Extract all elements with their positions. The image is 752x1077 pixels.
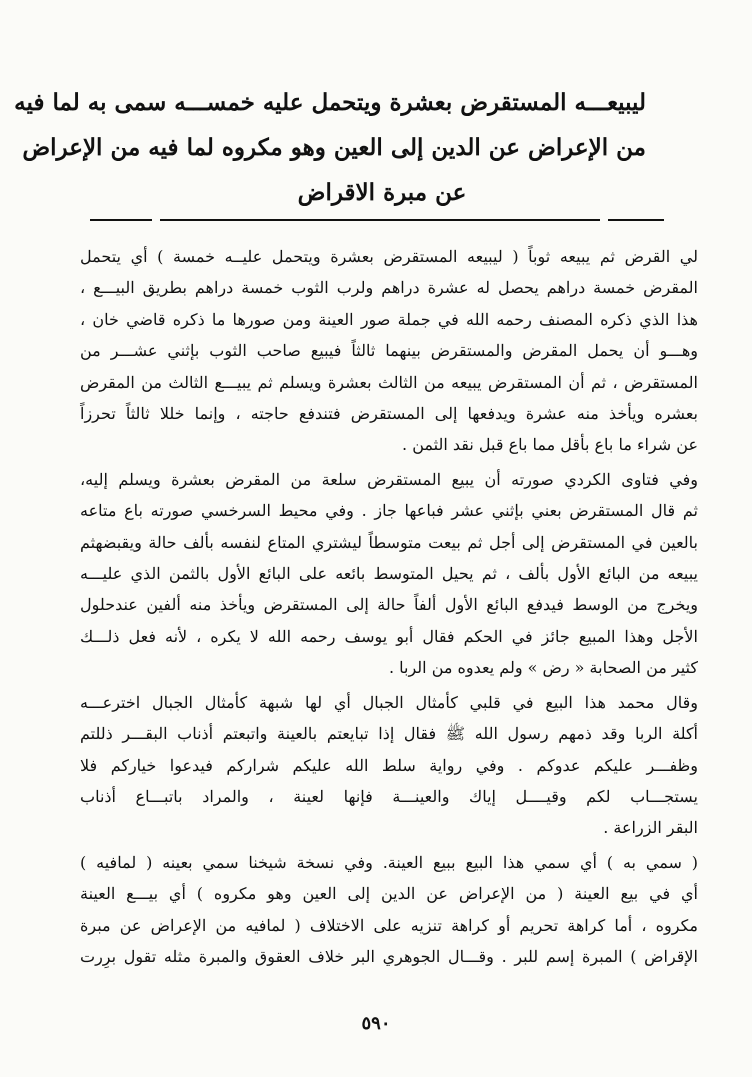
commentary-line: البقر الزراعة . xyxy=(603,818,698,838)
matn-text-block xyxy=(14,80,646,215)
commentary-line: ( سمي به ) أي سمي هذا البيع ببيع العينة. وفي نسخة شيخنا سمي بعينه ( لمافيه ) xyxy=(80,852,699,872)
matn-line: من الإعراض عن الدين إلى العين وهو مكروه لما فيه من الإعراض xyxy=(22,134,646,161)
commentary-line: بالعين في المستقرض إلى أجل ثم بيعت متوسطاً ليشتري المتاع لنفسه بألف حالة ويقبضهثم xyxy=(80,532,698,552)
commentary-line: يبيعه من البائع الأول بألف ، ثم يحيل المتوسط بائعه على البائع الأول بالثمن الذي عليـــه xyxy=(80,564,698,584)
commentary-line: وقال محمد هذا البيع في قلبي كأمثال الجبال أي لها شبهة كأمثال الجبال اخترعـــه xyxy=(80,692,698,712)
commentary-line: وظفـــر عليكم عدوكم . وفي رواية سلط الله عليكم شراركم فيدعوا خياركم فلا xyxy=(80,755,698,775)
commentary-line: ويخرج من الوسط فيدفع البائع الأول ألفاً حالة إلى المستقرض ويأخذ منه ألفين عندحلول xyxy=(80,595,699,615)
separator-rule-left xyxy=(90,219,152,221)
commentary-line: أكلة الربا وقد ذمهم رسول الله ﷺ فقال إذا تبايعتم بالعينة واتبعتم أذناب البقـــر ذللتم xyxy=(80,724,698,744)
commentary-line: بعشره ويأخذ منه عشرة ويدفعها إلى المستقرض فتندفع حاجته ، وإنما خللا ثالثاً تحرزاً xyxy=(80,404,698,424)
commentary-line: لي القرض ثم يبيعه ثوباً ( ليبيعه المستقرض بعشرة ويتحمل عليــه خمسة ) أي يتحمل xyxy=(80,247,698,266)
commentary-line: أي في بيع العينة ( من الإعراض عن الدين إلى العين وهو مكروه ) أي بيـــع العينة xyxy=(80,884,698,904)
page-number: ٥٩٠ xyxy=(361,1013,391,1034)
commentary-line: وفي فتاوى الكردي صورته أن يبيع المستقرض سلعة من المقرض بعشرة ويسلم إليه، xyxy=(80,469,698,489)
commentary-line: ثم قال المستقرض بعني بإثني عشر فباعها جاز . وفي محيط السرخسي صورته باع متاعه xyxy=(80,501,698,521)
matn-line: ليبيعـــه المستقرض بعشرة ويتحمل عليه خمســـه سمى به لما فيه xyxy=(14,89,646,116)
commentary-line: المستقرض ، ثم أن المستقرض يبيعه من الثالث بعشرة ويسلم ثم يبيـــع الثالث من المقرض xyxy=(80,372,698,392)
commentary-line: عن شراء ما باع بأقل مما باع قبل نقد الثمن . xyxy=(402,435,698,455)
commentary-line: هذا الذي ذكره المصنف رحمه الله في جملة صور العينة ومن صورها ما ذكره قاضي خان ، xyxy=(80,309,698,329)
commentary-line: الإقراض ) المبرة إسم للبر . وقـــال الجوهري البر خلاف العقوق والمبرة مثله تقول برِرت xyxy=(80,946,698,966)
matn-line: عن مبرة الاقراض xyxy=(297,179,467,206)
separator-rule-right xyxy=(608,219,664,221)
commentary-line: مكروه ، أما كراهة تحريم أو كراهة تنزيه على الاختلاف ( لمافيه من الإعراض عن مبرة xyxy=(80,915,698,935)
commentary-line: الأجل وهذا المبيع جائز في الحكم فقال أبو يوسف رحمه الله لا يكره ، لأنه فعل ذلـــك xyxy=(80,626,698,646)
commentary-line: يستجـــاب لكم وقيــــل إياك والعينـــة فإنها لعينة ، والمراد باتبـــاع أذناب xyxy=(80,786,698,806)
commentary-line: وهـــو أن يحمل المقرض والمستقرض بينهما ثالثاً فيبيع صاحب الثوب بإثني عشـــر من xyxy=(80,341,698,361)
commentary-line: كثير من الصحابة « رض » ولم يعدوه من الربا . xyxy=(388,658,698,678)
separator-rule-middle xyxy=(160,219,600,221)
commentary-text-block xyxy=(80,241,698,972)
commentary-line: المقرض خمسة دراهم يحصل له عشرة دراهم ولرب الثوب خمسة دراهم بطريق البيـــع ، xyxy=(80,278,698,298)
